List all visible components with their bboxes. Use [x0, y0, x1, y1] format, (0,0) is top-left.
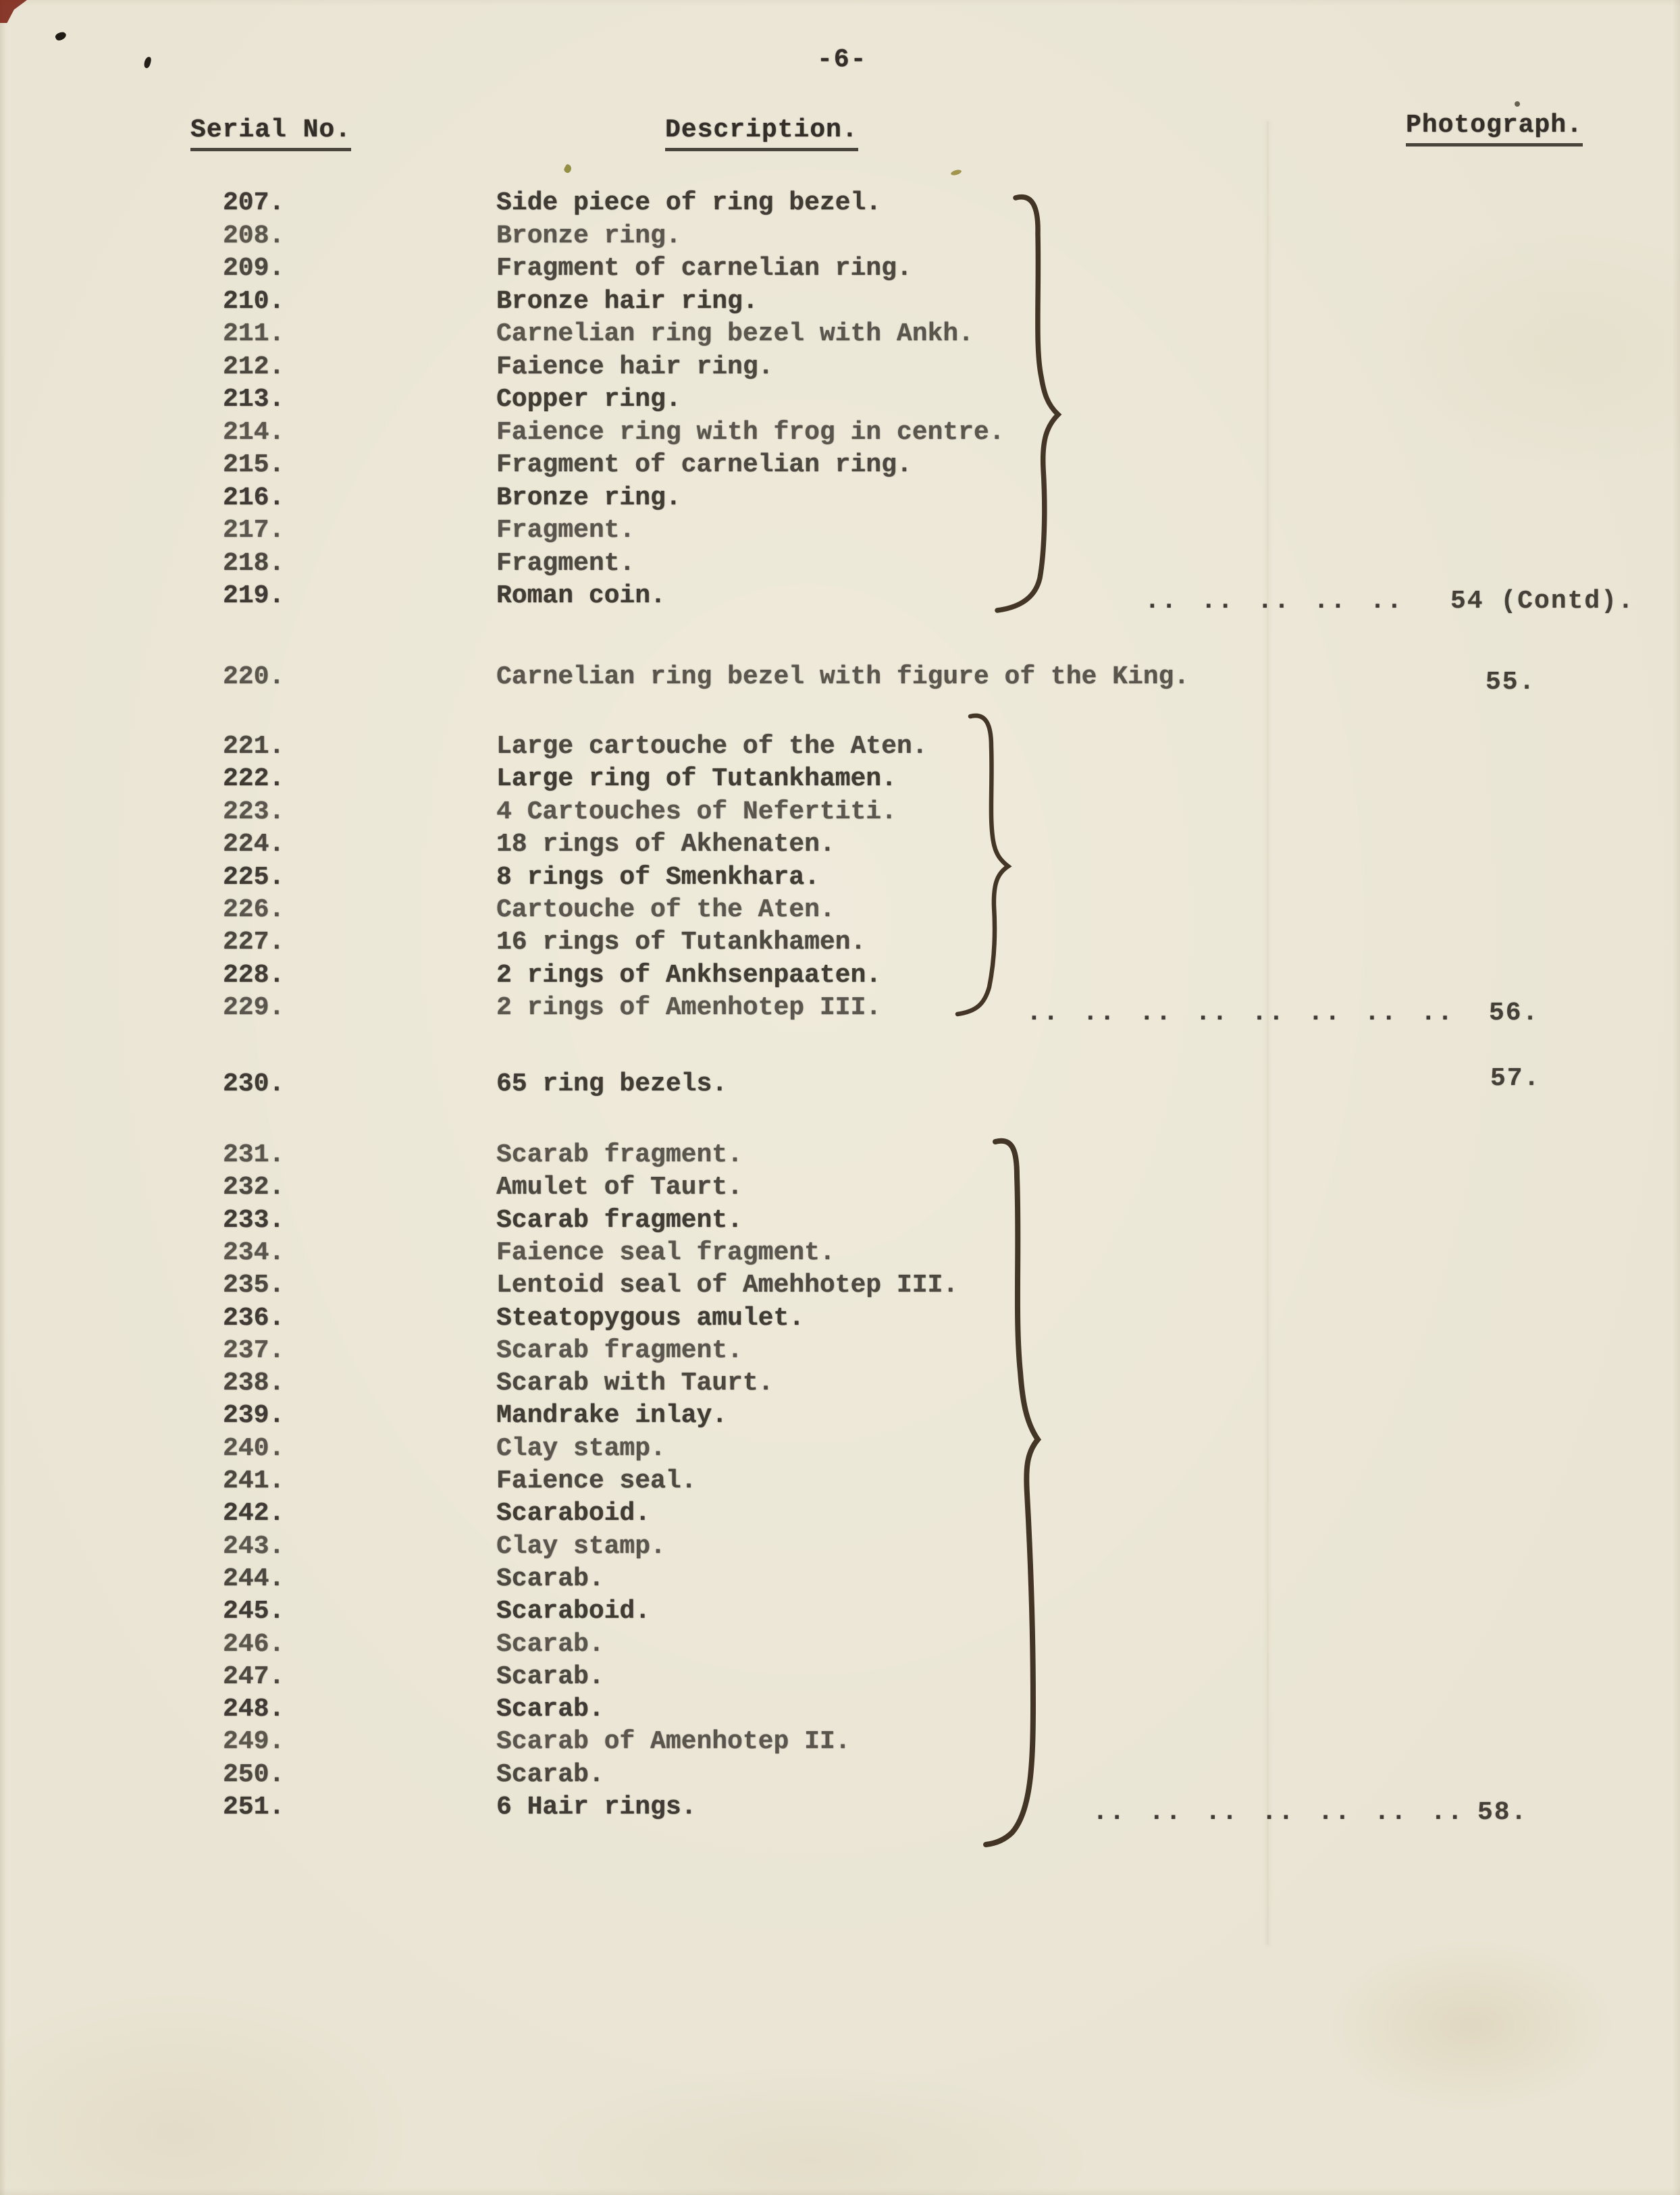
serial-number: 251.	[223, 1793, 285, 1822]
item-description: 2 rings of Amenhotep III.	[496, 993, 882, 1023]
table-row	[0, 517, 1680, 546]
item-description: Clay stamp.	[496, 1531, 666, 1561]
table-row	[0, 896, 1680, 926]
table-row	[0, 733, 1680, 762]
table-row	[0, 222, 1680, 252]
page-number: -6-	[817, 45, 868, 74]
table-row	[0, 1631, 1680, 1660]
serial-number: 208.	[223, 221, 285, 250]
serial-number: 217.	[223, 516, 285, 545]
item-description: Faience seal fragment.	[496, 1238, 835, 1267]
table-row	[0, 961, 1680, 991]
table-row	[0, 419, 1680, 448]
dot-leader: .. .. .. .. .. .. ..	[1093, 1798, 1465, 1827]
serial-number: 227.	[223, 928, 285, 957]
item-description: Scaraboid.	[496, 1597, 651, 1627]
table-row	[0, 830, 1680, 860]
item-description: Clay stamp.	[496, 1433, 666, 1463]
serial-number: 240.	[223, 1433, 285, 1463]
serial-number: 220.	[223, 662, 285, 691]
item-description: Scarab.	[496, 1695, 604, 1724]
table-row	[0, 1070, 1680, 1100]
serial-number: 244.	[223, 1564, 285, 1593]
serial-number: 230.	[223, 1069, 285, 1099]
item-description: Fragment.	[496, 516, 635, 545]
serial-number: 212.	[223, 352, 285, 381]
photo-number: 54 (Contd).	[1450, 587, 1635, 616]
table-row	[0, 1728, 1680, 1757]
item-description: Cartouche of the Aten.	[496, 895, 835, 924]
item-description: Bronze ring.	[496, 483, 681, 512]
table-row	[0, 1304, 1680, 1334]
item-description: Side piece of ring bezel.	[496, 188, 882, 217]
table-row	[0, 288, 1680, 317]
item-description: Scarab of Amenhotep II.	[496, 1727, 851, 1757]
column-header-photograph: Photograph.	[1406, 111, 1583, 147]
table-row	[0, 550, 1680, 579]
table-row	[0, 1500, 1680, 1529]
serial-number: 207.	[223, 188, 285, 217]
photo-number: 55.	[1486, 668, 1536, 697]
item-description: Amulet of Taurt.	[496, 1173, 743, 1202]
item-description: 8 rings of Smenkhara.	[496, 862, 820, 892]
photo-number: 56.	[1489, 999, 1540, 1028]
item-description: Mandrake inlay.	[496, 1401, 728, 1431]
table-row	[0, 1271, 1680, 1301]
table-row	[0, 663, 1680, 693]
serial-number: 224.	[223, 830, 285, 860]
table-row	[0, 353, 1680, 383]
item-description: Large ring of Tutankhamen.	[496, 764, 897, 794]
item-description: Fragment of carnelian ring.	[496, 254, 912, 283]
table-row	[0, 451, 1680, 481]
table-row	[0, 1173, 1680, 1203]
item-description: Faience seal.	[496, 1466, 697, 1496]
table-row	[0, 1207, 1680, 1236]
table-row	[0, 1663, 1680, 1693]
table-row	[0, 1533, 1680, 1562]
item-description: Bronze ring.	[496, 221, 681, 250]
serial-number: 250.	[223, 1760, 285, 1789]
serial-number: 246.	[223, 1629, 285, 1659]
serial-number: 237.	[223, 1335, 285, 1365]
item-description: 2 rings of Ankhsenpaaten.	[496, 960, 882, 990]
dot-leader: .. .. .. .. .. .. .. ..	[1026, 999, 1454, 1028]
table-row	[0, 765, 1680, 795]
serial-number: 215.	[223, 450, 285, 479]
item-description: Faience ring with frog in centre.	[496, 417, 1005, 447]
item-description: Scarab fragment.	[496, 1205, 743, 1235]
serial-number: 239.	[223, 1401, 285, 1431]
item-description: Scarab.	[496, 1564, 604, 1593]
item-description: Scarab fragment.	[496, 1140, 743, 1169]
table-row	[0, 189, 1680, 219]
serial-number: 211.	[223, 319, 285, 348]
serial-number: 235.	[223, 1271, 285, 1300]
serial-number: 245.	[223, 1597, 285, 1627]
table-row	[0, 1402, 1680, 1431]
item-description: Scarab.	[496, 1760, 604, 1789]
table-row	[0, 1761, 1680, 1791]
serial-number: 216.	[223, 483, 285, 512]
serial-number: 234.	[223, 1238, 285, 1267]
item-description: Scaraboid.	[496, 1499, 651, 1529]
table-row	[0, 582, 1680, 612]
item-description: Carnelian ring bezel with figure of the King.	[496, 662, 1190, 691]
item-description: Scarab fragment.	[496, 1335, 743, 1365]
serial-number: 209.	[223, 254, 285, 283]
serial-number: 226.	[223, 895, 285, 924]
serial-number: 225.	[223, 862, 285, 892]
item-description: Scarab with Taurt.	[496, 1369, 774, 1398]
serial-number: 242.	[223, 1499, 285, 1529]
serial-number: 238.	[223, 1369, 285, 1398]
item-description: Large cartouche of the Aten.	[496, 732, 928, 761]
serial-number: 243.	[223, 1531, 285, 1561]
serial-number: 222.	[223, 764, 285, 794]
column-header-description: Description.	[665, 116, 858, 151]
item-description: Faience hair ring.	[496, 352, 774, 381]
table-row	[0, 1467, 1680, 1497]
item-description: Scarab.	[496, 1629, 604, 1659]
table-row	[0, 798, 1680, 828]
serial-number: 231.	[223, 1140, 285, 1169]
table-row	[0, 386, 1680, 415]
serial-number: 218.	[223, 548, 285, 578]
serial-number: 248.	[223, 1695, 285, 1724]
item-description: Steatopygous amulet.	[496, 1303, 805, 1333]
table-row	[0, 1695, 1680, 1725]
item-description: 65 ring bezels.	[496, 1069, 728, 1099]
serial-number: 241.	[223, 1466, 285, 1496]
table-row	[0, 1239, 1680, 1269]
serial-number: 210.	[223, 286, 285, 316]
serial-number: 214.	[223, 417, 285, 447]
item-description: Roman coin.	[496, 581, 666, 610]
table-row	[0, 484, 1680, 514]
serial-number: 232.	[223, 1173, 285, 1202]
item-description: 18 rings of Akhenaten.	[496, 830, 835, 860]
table-row	[0, 255, 1680, 284]
table-row	[0, 1435, 1680, 1464]
item-description: Fragment.	[496, 548, 635, 578]
photo-number: 57.	[1490, 1064, 1541, 1093]
item-description: Bronze hair ring.	[496, 286, 758, 316]
photo-number: 58.	[1477, 1798, 1528, 1827]
column-header-serial: Serial No.	[190, 116, 351, 151]
item-description: Fragment of carnelian ring.	[496, 450, 912, 479]
serial-number: 233.	[223, 1205, 285, 1235]
item-description: 16 rings of Tutankhamen.	[496, 928, 866, 957]
table-row	[0, 1369, 1680, 1399]
serial-number: 228.	[223, 960, 285, 990]
item-description: Scarab.	[496, 1662, 604, 1691]
dot-leader: .. .. .. .. ..	[1145, 587, 1404, 616]
table-row	[0, 1141, 1680, 1171]
table-row	[0, 928, 1680, 958]
serial-number: 236.	[223, 1303, 285, 1333]
item-description: Carnelian ring bezel with Ankh.	[496, 319, 974, 348]
table-row	[0, 864, 1680, 893]
item-description: 6 Hair rings.	[496, 1793, 697, 1822]
item-description: Copper ring.	[496, 385, 681, 414]
serial-number: 247.	[223, 1662, 285, 1691]
serial-number: 249.	[223, 1727, 285, 1757]
serial-number: 213.	[223, 385, 285, 414]
table-row	[0, 1597, 1680, 1627]
serial-number: 223.	[223, 797, 285, 826]
serial-number: 221.	[223, 732, 285, 761]
table-row	[0, 320, 1680, 350]
table-row	[0, 1565, 1680, 1595]
item-description: Lentoid seal of Amehhotep III.	[496, 1271, 959, 1300]
serial-number: 229.	[223, 993, 285, 1023]
table-row	[0, 1337, 1680, 1367]
item-description: 4 Cartouches of Nefertiti.	[496, 797, 897, 826]
serial-number: 219.	[223, 581, 285, 610]
